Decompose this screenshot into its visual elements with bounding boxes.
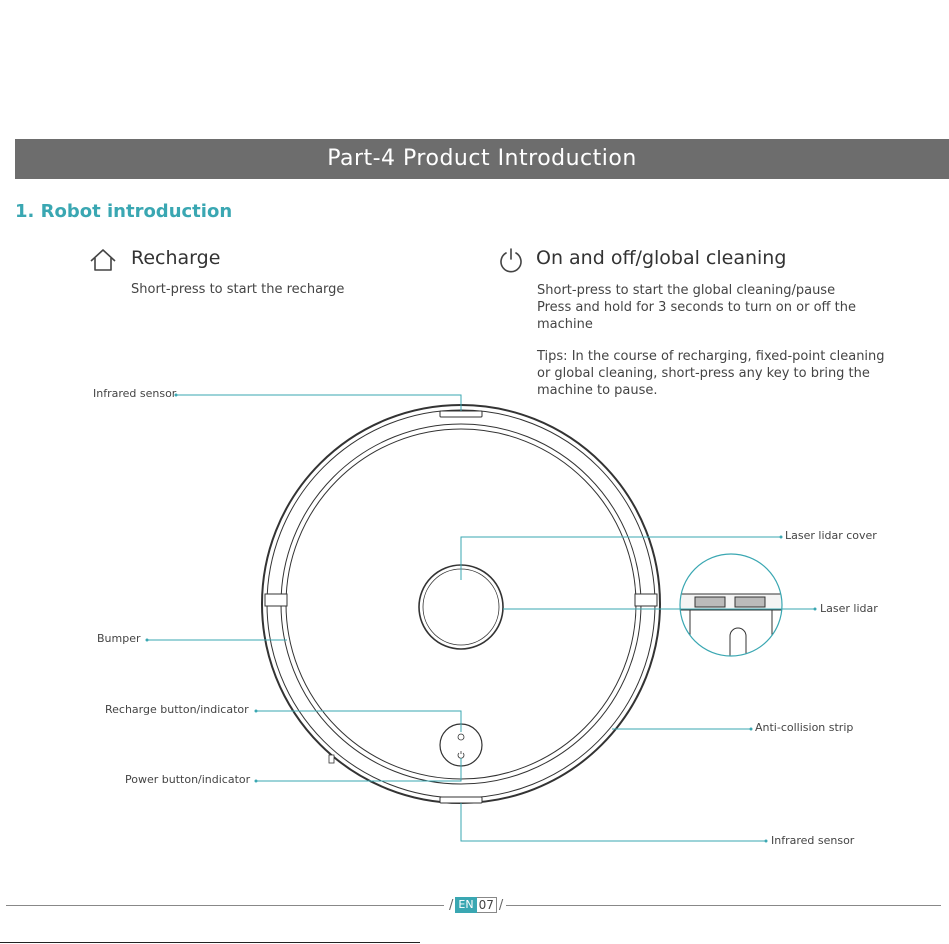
callout-lidar-cover: Laser lidar cover	[785, 529, 877, 542]
page-number: 07	[477, 897, 497, 913]
power-line-1: Short-press to start the global cleaning/pause	[537, 283, 836, 298]
recharge-description	[131, 281, 344, 298]
footer-rule-left	[6, 905, 444, 906]
power-description	[537, 282, 885, 399]
power-spacer	[537, 333, 885, 348]
banner-title: Part-4 Product Introduction	[327, 146, 637, 171]
callout-bumper: Bumper	[97, 632, 141, 645]
page-number-badge	[447, 896, 505, 914]
power-line-2: Press and hold for 3 seconds to turn on or off the	[537, 300, 856, 315]
callout-power-button: Power button/indicator	[125, 773, 251, 786]
footer-rule-right	[506, 905, 941, 906]
badge-slash-right: /	[498, 897, 504, 913]
top-infrared-window	[440, 411, 482, 417]
lidar-zoom-inset	[680, 554, 785, 660]
callout-anti-collision: Anti-collision strip	[755, 721, 854, 734]
bottom-rule	[0, 942, 420, 943]
recharge-title: Recharge	[131, 247, 221, 269]
power-tip-line-3: machine to pause.	[537, 383, 658, 398]
power-tip-line-1: Tips: In the course of recharging, fixed-point cleaning	[537, 349, 885, 364]
recharge-button-dot	[458, 734, 464, 740]
power-button-glyph	[458, 751, 464, 758]
callout-recharge-button: Recharge button/indicator	[105, 703, 249, 716]
side-tab	[329, 755, 334, 763]
section-title: 1. Robot introduction	[15, 201, 233, 222]
callout-infrared-top: Infrared sensor	[93, 387, 177, 400]
badge-slash-left: /	[449, 897, 454, 913]
robot-body	[262, 405, 660, 803]
bottom-infrared-window	[440, 797, 482, 803]
power-tip-line-2: or global cleaning, short-press any key to bring the	[537, 366, 870, 381]
callout-infrared-bottom: Infrared sensor	[771, 834, 855, 847]
power-icon	[501, 249, 521, 272]
recharge-line: Short-press to start the recharge	[131, 282, 345, 297]
bumper-notches	[265, 594, 657, 606]
home-icon	[91, 250, 115, 270]
power-title: On and off/global cleaning	[536, 247, 787, 269]
language-badge: EN	[455, 897, 476, 913]
callout-lidar: Laser lidar	[820, 602, 878, 615]
power-line-3: machine	[537, 317, 593, 332]
